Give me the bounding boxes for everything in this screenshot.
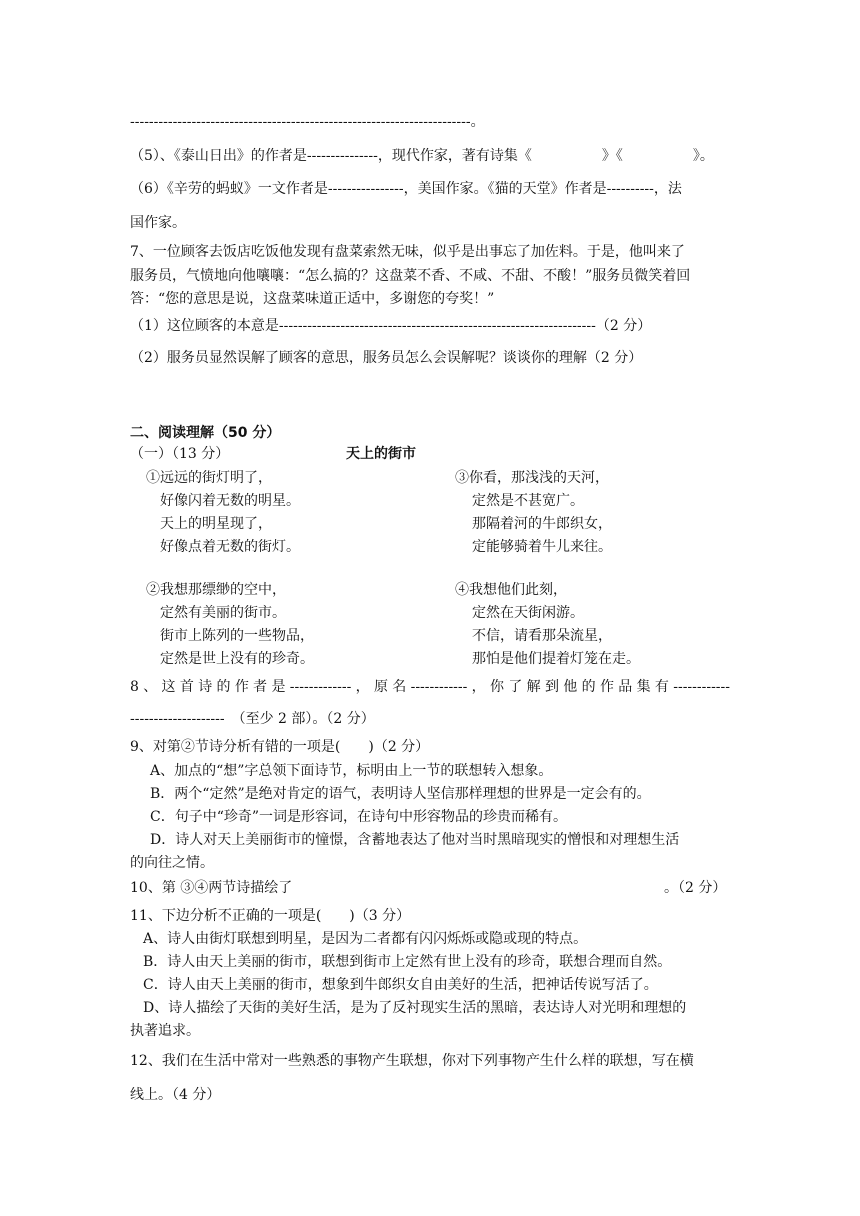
poem-line: 好像闪着无数的明星。 bbox=[160, 493, 300, 509]
poem-line: 定然是不甚宽广。 bbox=[472, 493, 584, 509]
option-d-cont: 执著追求。 bbox=[130, 1023, 200, 1039]
question-7-text: 服务员，气愤地向他嚷嚷：“怎么搞的？这盘菜不香、不咸、不甜、不酸！”服务员微笑着回 bbox=[130, 268, 691, 284]
question-7-text: 答：“您的意思是说，这盘菜味道正适中，多谢您的夸奖！” bbox=[130, 291, 495, 307]
poem-line: 那隔着河的牛郎织女， bbox=[472, 516, 612, 532]
poem-line: 街市上陈列的一些物品， bbox=[160, 628, 314, 644]
poem-line: ①远远的街灯明了， bbox=[146, 470, 272, 486]
option-b: B．诗人由天上美丽的街市，联想到街市上定然有世上没有的珍奇，联想合理而自然。 bbox=[143, 954, 672, 970]
poem-line: ③你看，那浅浅的天河， bbox=[455, 470, 609, 486]
poem-line: 定然在天街闲游。 bbox=[472, 605, 584, 621]
poem-line: ④我想他们此刻， bbox=[455, 582, 567, 598]
option-d-cont: 的向往之情。 bbox=[130, 855, 214, 871]
question-7-text: 7、一位顾客去饭店吃饭他发现有盘菜索然无味，似乎是出事忘了加佐料。于是，他叫来了 bbox=[130, 244, 685, 260]
poem-line: 那怕是他们提着灯笼在走。 bbox=[472, 651, 640, 667]
text-line: 国作家。 bbox=[130, 215, 186, 231]
question-10-score: 。（2 分） bbox=[664, 880, 727, 896]
poem-line: 定能够骑着牛儿来往。 bbox=[472, 539, 612, 555]
option-d: D．诗人对天上美丽街市的憧憬，含蓄地表达了他对当时黑暗现实的憎恨和对理想生活 bbox=[150, 832, 680, 848]
question-7-sub-1: （1）这位顾客的本意是-------------------------------------------------------------------（2 分） bbox=[130, 318, 652, 334]
poem-line: ②我想那缥缈的空中， bbox=[146, 582, 286, 598]
option-d: D、诗人描绘了天街的美好生活，是为了反衬现实生活的黑暗，表达诗人对光明和理想的 bbox=[143, 1000, 687, 1016]
question-9-text: 9、对第②节诗分析有错的一项是( )（2 分） bbox=[130, 739, 430, 755]
option-c: C．诗人由天上美丽的街市，想象到牛郎织女自由美好的生活，把神话传说写活了。 bbox=[143, 977, 658, 993]
text-line: （6）《辛劳的蚂蚁》一文作者是----------------，美国作家。《猫的天堂》作者是----------，法 bbox=[130, 181, 682, 197]
option-a: A、加点的“想”字总领下面诗节，标明由上一节的联想转入想象。 bbox=[150, 763, 553, 779]
poem-line: 定然有美丽的街市。 bbox=[160, 605, 286, 621]
option-c: C．句子中“珍奇”一词是形容词，在诗句中形容物品的珍贵而稀有。 bbox=[150, 809, 568, 825]
poem-line: 天上的明星现了， bbox=[160, 516, 272, 532]
poem-title: 天上的街市 bbox=[346, 446, 416, 462]
question-10-text: 10、第 ③④两节诗描绘了 bbox=[130, 880, 293, 896]
text-line: ------------------------------------------------------------------------。 bbox=[130, 114, 485, 130]
question-8-text: 8、这首诗的作者是-------------，原名------------，你了解到他的作品集有------------ bbox=[130, 679, 730, 695]
question-11-text: 11、下边分析不正确的一项是( )（3 分） bbox=[130, 908, 411, 924]
poem-line: 不信，请看那朵流星， bbox=[472, 628, 612, 644]
question-8-text: -------------------- （至少 2 部）。（2 分） bbox=[130, 711, 375, 727]
section-heading: 二、阅读理解（50 分） bbox=[130, 425, 281, 441]
question-12-text: 12、我们在生活中常对一些熟悉的事物产生联想，你对下列事物产生什么样的联想，写在横 bbox=[130, 1053, 694, 1069]
poem-line: 好像点着无数的街灯。 bbox=[160, 539, 300, 555]
option-a: A、诗人由街灯联想到明星，是因为二者都有闪闪烁烁或隐或现的特点。 bbox=[143, 931, 588, 947]
text-line: （5）、《泰山日出》的作者是---------------，现代作家，著有诗集《 》《 》。 bbox=[130, 148, 714, 164]
question-7-sub-2: （2）服务员显然误解了顾客的意思，服务员怎么会误解呢？谈谈你的理解（2 分） bbox=[130, 350, 643, 366]
question-12-text: 线上。（4 分） bbox=[130, 1087, 221, 1103]
poem-line: 定然是世上没有的珍奇。 bbox=[160, 651, 314, 667]
option-b: B．两个“定然”是绝对肯定的语气，表明诗人坚信那样理想的世界是一定会有的。 bbox=[150, 786, 651, 802]
part-label: （一）（13 分） bbox=[130, 446, 230, 462]
